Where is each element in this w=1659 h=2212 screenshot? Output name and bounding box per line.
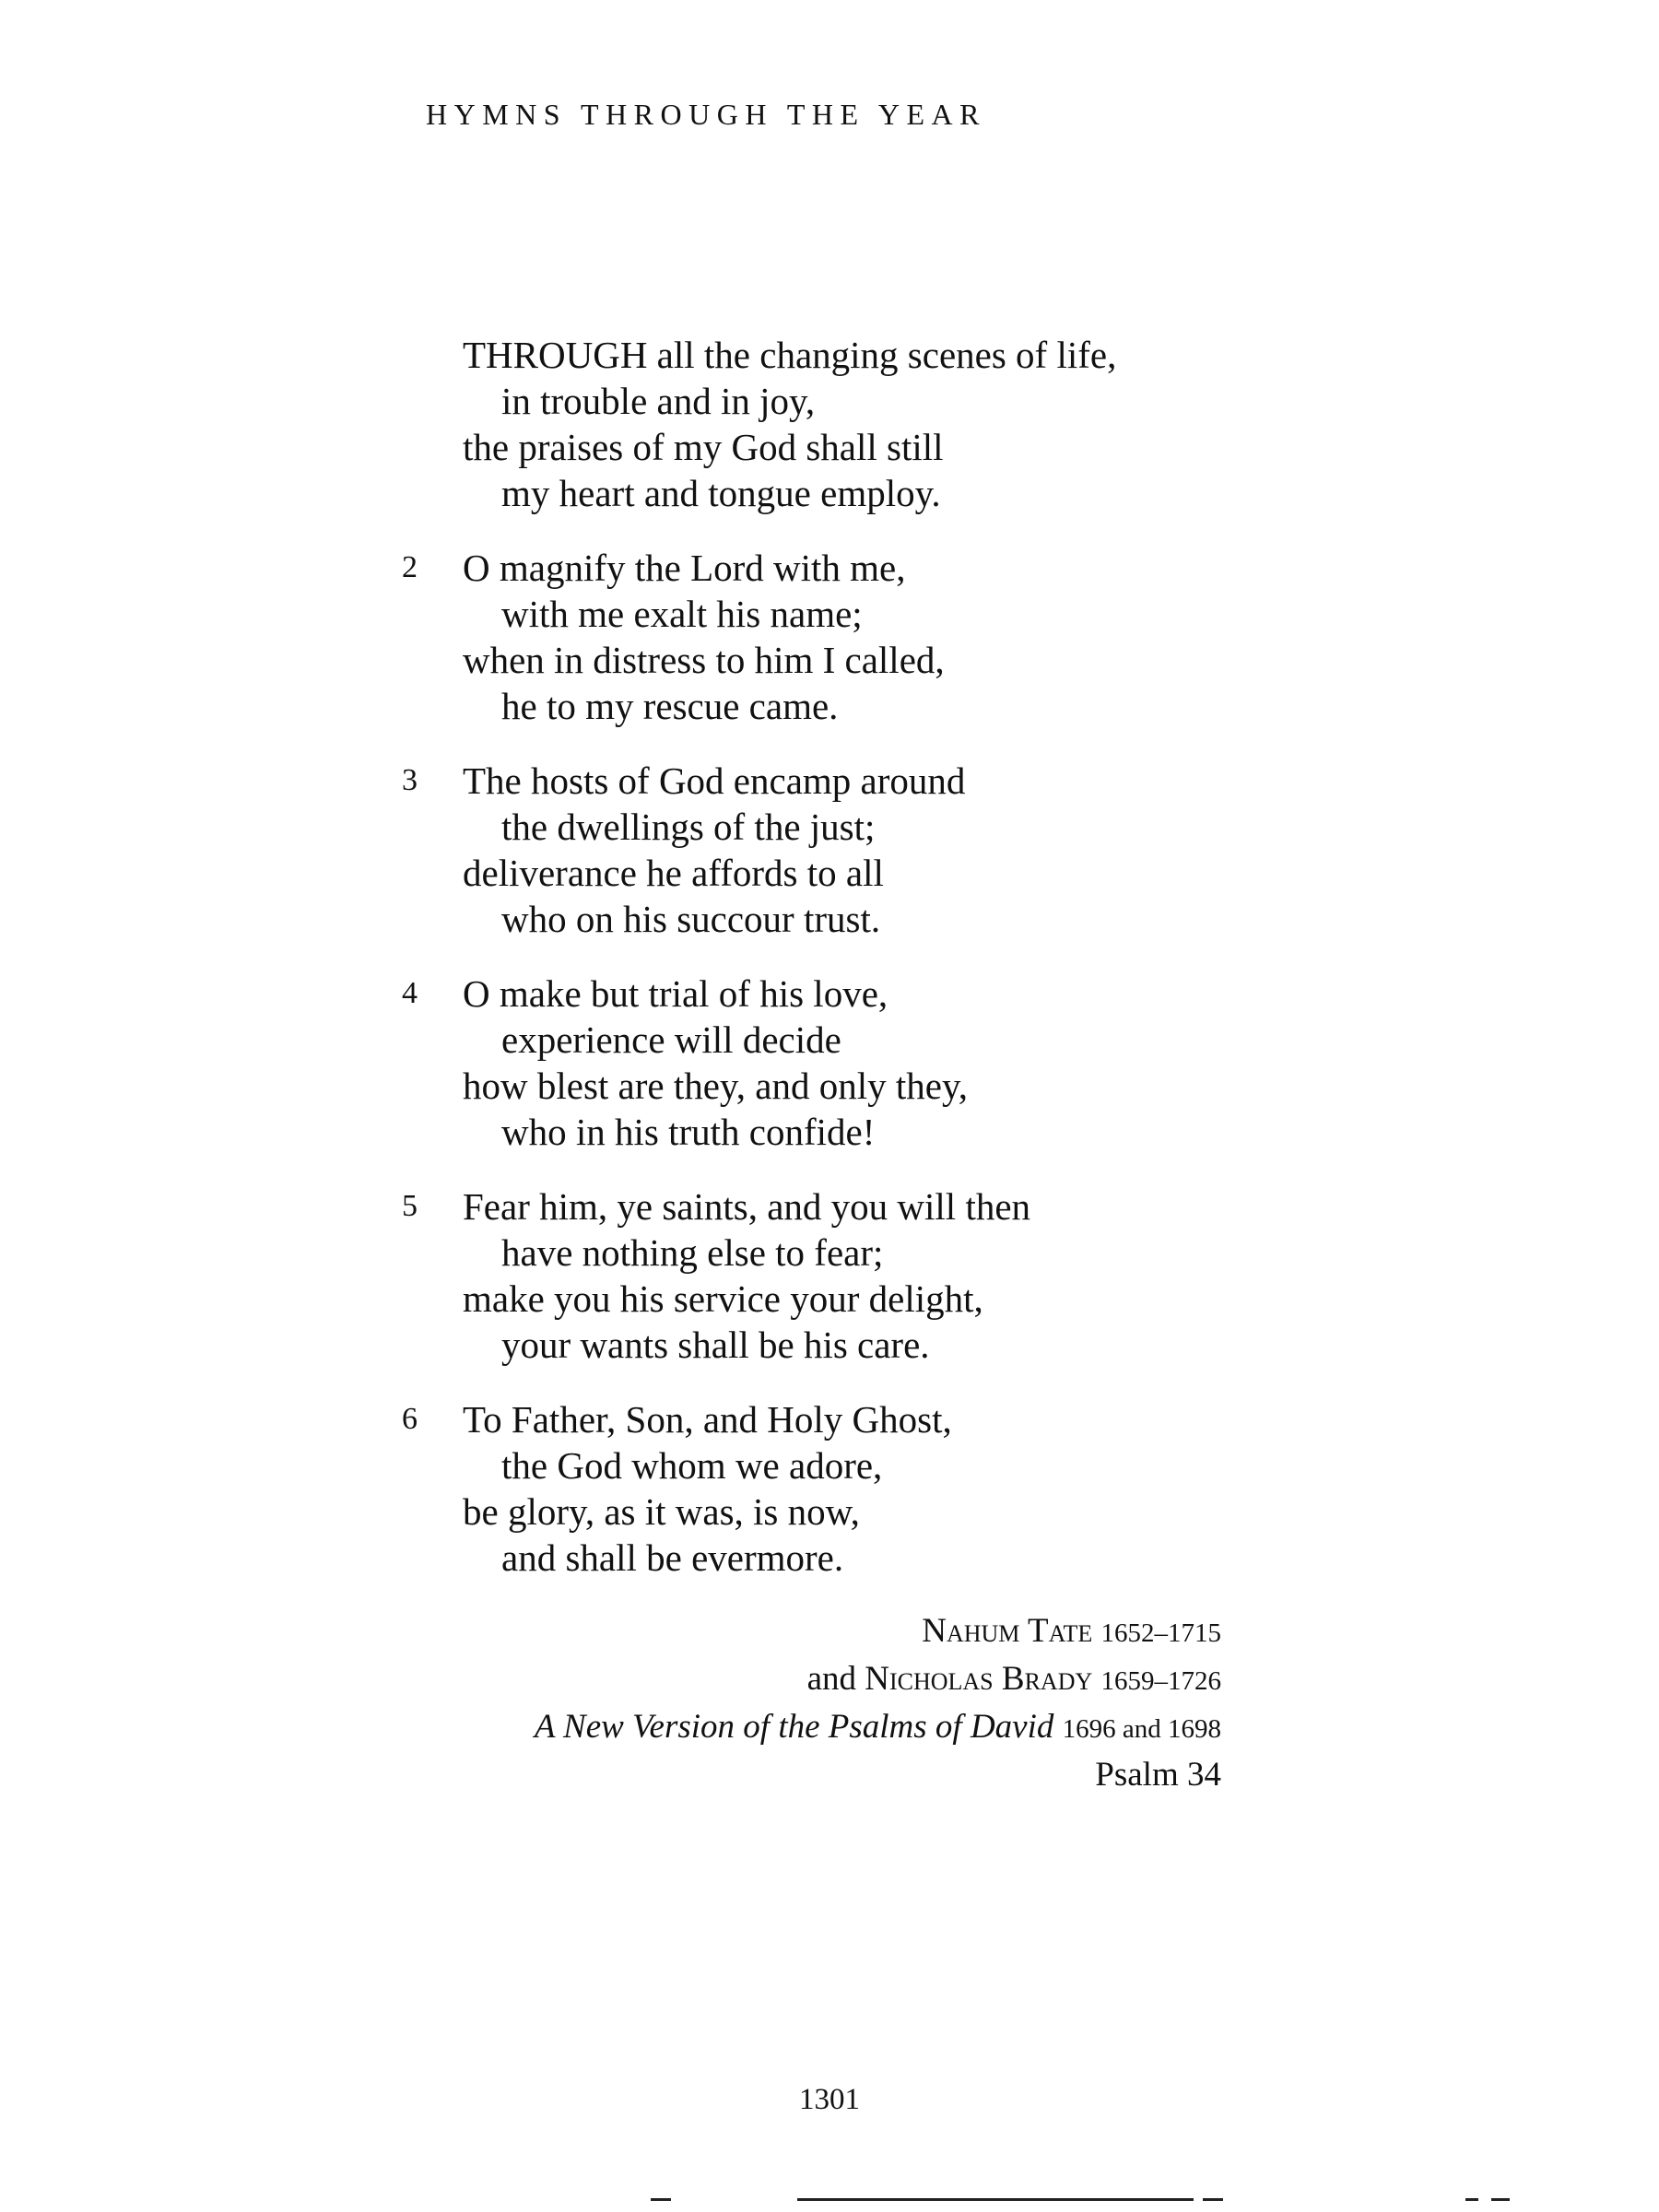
- bottom-rule-left: [651, 2198, 671, 2201]
- verse-line: Fear him, ye saints, and you will then: [463, 1185, 1031, 1228]
- verse: [387, 1183, 1253, 1368]
- verse-line: To Father, Son, and Holy Ghost,: [463, 1398, 952, 1441]
- verse-line: the dwellings of the just;: [501, 806, 876, 848]
- verse-line: how blest are they, and only they,: [463, 1065, 969, 1107]
- verse-number: 2: [402, 550, 418, 584]
- verse-line: your wants shall be his care.: [501, 1324, 930, 1366]
- verse-number: 3: [402, 763, 418, 797]
- verse-line: who in his truth confide!: [501, 1111, 876, 1153]
- bottom-rule-right: [1203, 2198, 1223, 2201]
- verse: [387, 758, 1253, 942]
- verse-line: and shall be evermore.: [501, 1536, 844, 1579]
- verse-line: deliverance he affords to all: [463, 852, 884, 894]
- author-2-dates: 1659–1726: [1100, 1666, 1221, 1696]
- verse-number: 4: [402, 976, 418, 1010]
- verse: [387, 545, 1253, 729]
- verse-line: with me exalt his name;: [501, 593, 863, 635]
- psalm-reference: Psalm 34: [1095, 1756, 1221, 1794]
- verse: [387, 332, 1253, 516]
- attribution-line-2: [535, 1656, 1221, 1704]
- running-head: HYMNS THROUGH THE YEAR: [426, 98, 986, 131]
- verse-line: the God whom we adore,: [501, 1444, 883, 1487]
- attribution-line-1: [535, 1608, 1221, 1656]
- verse-line: make you his service your delight,: [463, 1277, 983, 1320]
- bottom-rule-far-right-b: [1491, 2198, 1510, 2201]
- verse-line: O make but trial of his love,: [463, 972, 888, 1015]
- verse-line: experience will decide: [501, 1018, 841, 1061]
- verse-line: when in distress to him I called,: [463, 639, 945, 681]
- verse-line: The hosts of God encamp around: [463, 759, 966, 802]
- author-2-name: Nicholas Brady: [865, 1660, 1093, 1698]
- verse: [387, 971, 1253, 1155]
- attribution: [535, 1608, 1221, 1798]
- verse: [387, 1396, 1253, 1581]
- verse-line: he to my rescue came.: [501, 685, 839, 727]
- verse-line: in trouble and in joy,: [501, 380, 816, 422]
- verse-line: be glory, as it was, is now,: [463, 1490, 860, 1533]
- source-dates: 1696 and 1698: [1062, 1714, 1221, 1744]
- verse-line: my heart and tongue employ.: [501, 472, 941, 514]
- author-1-dates: 1652–1715: [1100, 1618, 1221, 1648]
- author-2-prefix: and: [806, 1660, 856, 1698]
- bottom-rule-main: [797, 2198, 1194, 2201]
- verse-number: 6: [402, 1402, 418, 1436]
- verse-number: 5: [402, 1189, 418, 1223]
- source-title: A New Version of the Psalms of David: [534, 1708, 1054, 1746]
- verse-line: O magnify the Lord with me,: [463, 547, 906, 589]
- verse-line: who on his succour trust.: [501, 898, 881, 940]
- author-1-name: Nahum Tate: [922, 1612, 1093, 1650]
- bottom-rule-far-right-a: [1465, 2198, 1478, 2201]
- attribution-line-3: [535, 1704, 1221, 1752]
- verse-line: the praises of my God shall still: [463, 426, 944, 468]
- page-number: 1301: [799, 2083, 860, 2116]
- verse-line: have nothing else to fear;: [501, 1231, 884, 1274]
- hymn-text: [387, 332, 1253, 1609]
- verse-line: THROUGH all the changing scenes of life,: [463, 334, 1117, 376]
